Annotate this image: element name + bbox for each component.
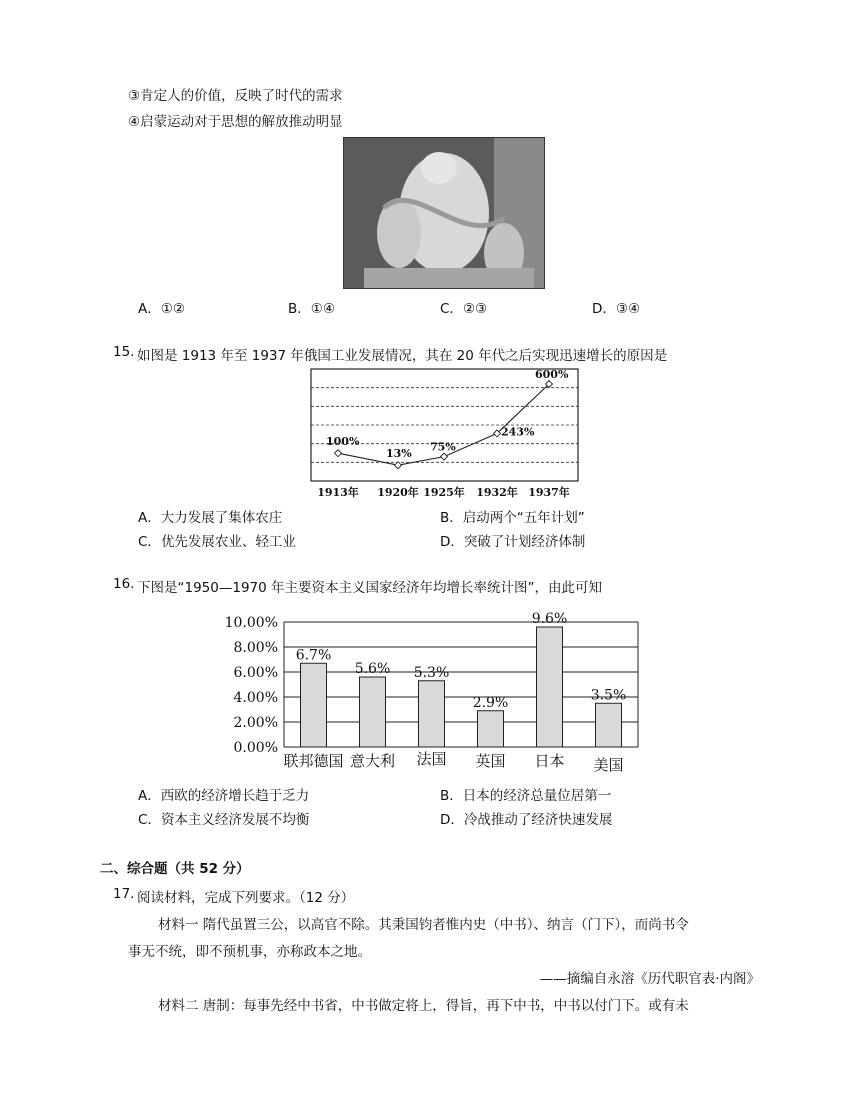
x-tick-label: 1913年 xyxy=(317,486,359,499)
x-tick-label: 1937年 xyxy=(528,486,570,499)
q16-option-b[interactable] xyxy=(440,784,611,804)
option-text: 西欧的经济增长趋于乏力 xyxy=(160,788,310,804)
option-text: 优先发展农业、轻工业 xyxy=(160,534,296,550)
data-label: 13% xyxy=(386,447,412,461)
y-tick-label: 2.00% xyxy=(233,715,278,731)
option-text: ①④ xyxy=(310,301,335,317)
q16-option-c[interactable] xyxy=(138,808,309,828)
category-label: 意大利 xyxy=(349,752,396,770)
option-letter: A． xyxy=(138,301,161,317)
option-text: 启动两个“五年计划” xyxy=(462,510,585,526)
data-label: 9.6% xyxy=(531,611,568,627)
q16-option-a[interactable] xyxy=(138,784,309,804)
x-tick-label: 1932年 xyxy=(476,486,518,499)
q14-option-a[interactable] xyxy=(138,297,185,317)
option-text: ②③ xyxy=(462,301,488,317)
x-tick-label: 1920年 xyxy=(377,486,419,499)
option-letter: B． xyxy=(288,301,311,317)
option-letter: D． xyxy=(592,301,616,317)
category-label: 法国 xyxy=(416,750,447,768)
q15-option-c[interactable] xyxy=(138,530,296,550)
y-tick-label: 4.00% xyxy=(233,690,278,706)
option-letter: B． xyxy=(440,788,463,804)
section-heading: 二、综合题（共 52 分） xyxy=(100,861,250,877)
q17-material1-source: ——摘编自永溶《历代职官表·内阁》 xyxy=(539,971,760,987)
q14-statement-4: ④启蒙运动对于思想的解放推动明显 xyxy=(128,114,343,130)
option-text: 突破了计划经济体制 xyxy=(463,534,586,550)
category-label: 英国 xyxy=(475,752,506,770)
data-label: 5.3% xyxy=(413,664,450,681)
q15-option-d[interactable] xyxy=(440,530,585,550)
option-text: 资本主义经济发展不均衡 xyxy=(160,812,310,828)
category-label: 日本 xyxy=(534,752,565,770)
q16-option-d[interactable] xyxy=(440,808,612,828)
data-point xyxy=(335,450,342,457)
y-tick-label: 6.00% xyxy=(233,665,278,681)
y-tick-label: 10.00% xyxy=(224,615,278,631)
q17-material2-line1: 材料二 唐制：每事先经中书省，中书做定将上，得旨，再下中书，中书以付门下。或有未 xyxy=(158,998,689,1014)
q17-number: 17. xyxy=(113,886,135,902)
q16-stem: 下图是“1950—1970 年主要资本主义国家经济年均增长率统计图”，由此可知 xyxy=(137,580,602,596)
q17-stem: 阅读材料，完成下列要求。（12 分） xyxy=(137,890,355,906)
option-letter: B． xyxy=(440,510,463,526)
data-label: 75% xyxy=(430,440,456,454)
q14-option-c[interactable] xyxy=(440,297,487,317)
bar xyxy=(537,627,563,747)
category-label: 联邦德国 xyxy=(283,752,344,770)
option-text: 大力发展了集体农庄 xyxy=(160,510,283,526)
option-letter: A． xyxy=(138,788,161,804)
data-label: 5.6% xyxy=(354,661,391,677)
y-tick-label: 8.00% xyxy=(233,640,278,656)
bar xyxy=(596,703,622,747)
option-letter: C． xyxy=(440,301,463,317)
bar xyxy=(301,663,327,747)
option-letter: D． xyxy=(440,812,464,828)
q15-option-b[interactable] xyxy=(440,506,585,526)
option-letter: C． xyxy=(138,812,161,828)
q14-option-b[interactable] xyxy=(288,297,335,317)
q17-material1-line1: 材料一 隋代虽置三公，以高官不除。其秉国钧者惟内史（中书）、纳言（门下），而尚书令 xyxy=(158,917,689,933)
bar xyxy=(478,711,504,747)
y-tick-label: 0.00% xyxy=(233,740,278,756)
data-label: 2.9% xyxy=(472,694,509,711)
q16-number: 16. xyxy=(113,576,135,592)
laocoon-sculpture-photo xyxy=(343,137,545,289)
data-label: 3.5% xyxy=(590,687,627,704)
russia-industry-line-chart xyxy=(308,366,580,505)
data-label: 100% xyxy=(326,435,360,449)
bar xyxy=(360,677,386,747)
data-label: 600% xyxy=(535,368,569,381)
option-text: 日本的经济总量位居第一 xyxy=(462,788,612,804)
data-label: 243% xyxy=(501,425,535,439)
data-label: 6.7% xyxy=(295,647,332,664)
q14-statement-3: ③肯定人的价值，反映了时代的需求 xyxy=(128,88,343,104)
option-text: ①② xyxy=(160,301,185,317)
q15-option-a[interactable] xyxy=(138,506,282,526)
q17-material1-line2: 事无不统，即不预机事，亦称政本之地。 xyxy=(128,944,371,960)
option-letter: D． xyxy=(440,534,464,550)
bar xyxy=(419,681,445,747)
data-point xyxy=(441,453,448,460)
q14-option-d[interactable] xyxy=(592,297,640,317)
q15-stem: 如图是 1913 年至 1937 年俄国工业发展情况，其在 20 年代之后实现迅速增长的原因是 xyxy=(137,348,668,364)
option-letter: C． xyxy=(138,534,161,550)
x-tick-label: 1925年 xyxy=(423,486,465,499)
option-text: ③④ xyxy=(615,301,641,317)
data-point xyxy=(395,462,402,469)
option-letter: A． xyxy=(138,510,161,526)
q15-number: 15. xyxy=(113,344,135,360)
category-label: 美国 xyxy=(593,756,624,774)
growth-rate-bar-chart xyxy=(210,610,650,779)
option-text: 冷战推动了经济快速发展 xyxy=(463,812,613,828)
